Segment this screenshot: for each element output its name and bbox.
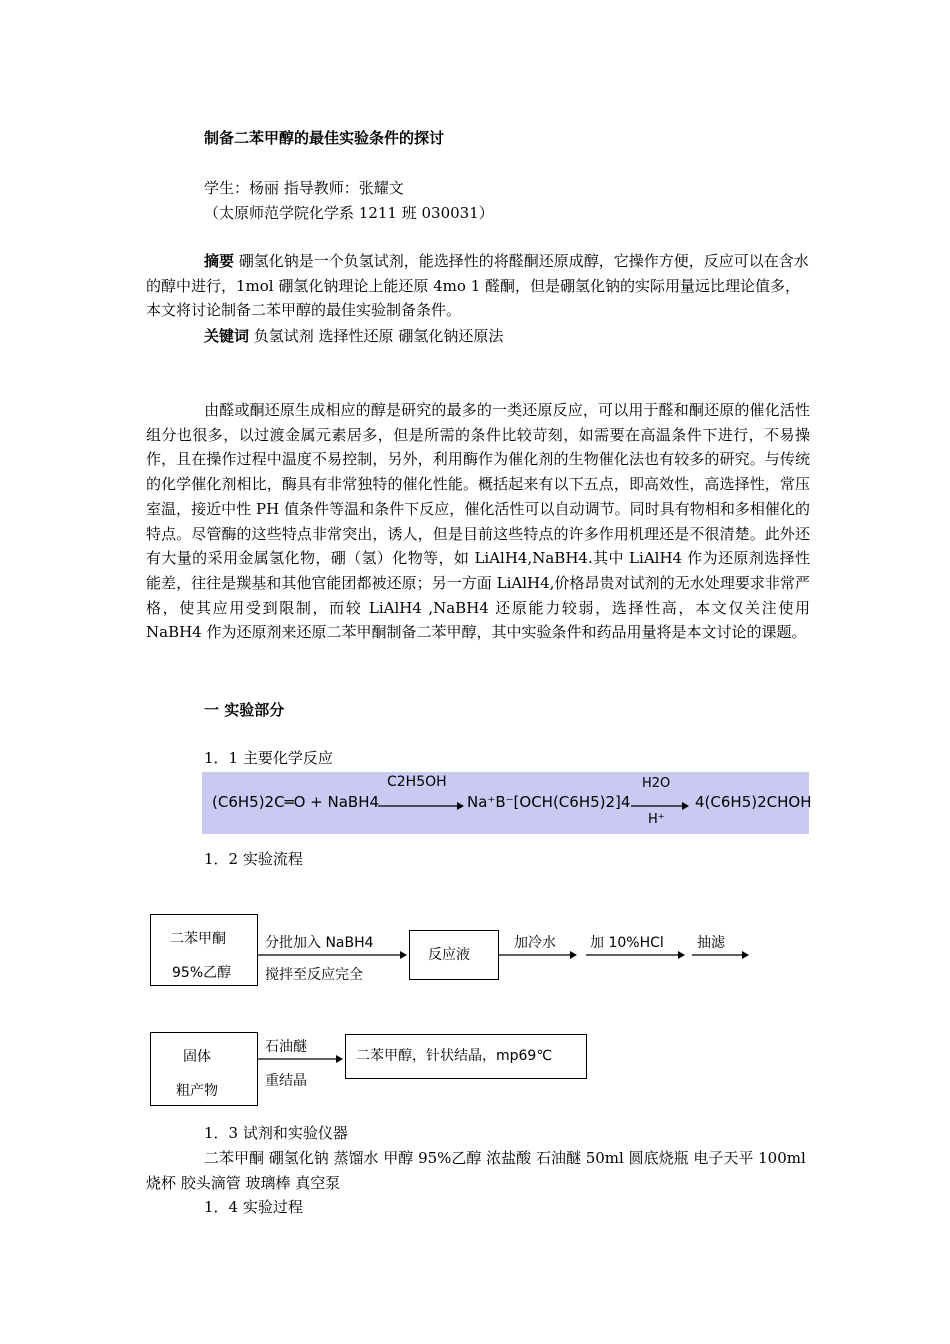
flow-box-crude-line1: 固体 bbox=[183, 1049, 211, 1065]
flow-step-1-top: 分批加入 NaBH4 bbox=[265, 935, 374, 951]
equation-rhs: 4(C6H5)2CHOH bbox=[695, 793, 812, 811]
intro-text: 由醛或酮还原生成相应的醇是研究的最多的一类还原反应，可以用于醛和酮还原的催化活性组分也很多，以过渡金属元素居多，但是所需的条件比较苛刻，如需要在高温条件下进行，不易操作，且在操作过程中温度不易控制，另外，利用酶作为催化剂的生物催化法也有较多的研究。与传统的化学催化剂相比，酶具有非常独特的催化性能。概括起来有以下五点，即高效性，高选择性，常压室温，接近中性 PH 值条件等温和条件下反应，催化活性可以自动调节。同时具有物相和多相催化的特点。尽管酶的这些特点非常突出，诱人，但是目前这些特点的许多作用机理还是不很清楚。此外还有大量的采用金属氢化物，硼（氢）化物等，如 LiAlH4,NaBH4.其中 LiAlH4 作为还原剂选择性能差，往往是羰基和其他官能团都被还原；另一方面 LiAlH4,价格昂贵对试剂的无水处理要求非常严格，使其应用受到限制，而较 LiAlH4 ,NaBH4 还原能力较弱，选择性高，本文仅关注使用 NaBH4 作为还原剂来还原二苯甲酮制备二苯甲醇，其中实验条件和药品用量将是本文讨论的课题。 bbox=[146, 401, 810, 642]
authors: 学生：杨丽 指导教师：张耀文 bbox=[204, 179, 404, 197]
keywords-text: 负氢试剂 选择性还原 硼氢化钠还原法 bbox=[249, 327, 504, 345]
flow-step-1-bottom: 搅拌至反应完全 bbox=[265, 967, 363, 983]
flow-box-reaction-label: 反应液 bbox=[428, 947, 470, 963]
flow-step-5-top: 石油醚 bbox=[265, 1039, 307, 1055]
equation-condition-2-bottom: H⁺ bbox=[648, 812, 665, 827]
subsection-1-1: 1．1 主要化学反应 bbox=[204, 749, 333, 767]
reagents-list bbox=[146, 1146, 810, 1195]
flow-step-4: 抽滤 bbox=[697, 935, 725, 951]
affiliation: （太原师范学院化学系 1211 班 030031） bbox=[204, 204, 494, 222]
flow-box-start-line1: 二苯甲酮 bbox=[170, 931, 226, 947]
equation-condition-2-top: H2O bbox=[642, 776, 671, 791]
subsection-1-3: 1．3 试剂和实验仪器 bbox=[204, 1124, 348, 1142]
flow-step-2: 加冷水 bbox=[514, 935, 556, 951]
flow-box-crude-line2: 粗产物 bbox=[176, 1083, 218, 1099]
flow-box-product-label: 二苯甲醇，针状结晶，mp69℃ bbox=[356, 1048, 553, 1064]
equation-lhs: (C6H5)2C═O + NaBH4 bbox=[212, 793, 380, 811]
subsection-1-4: 1．4 实验过程 bbox=[204, 1198, 303, 1216]
flow-step-5-bottom: 重结晶 bbox=[265, 1073, 307, 1089]
flow-box-start-line2: 95%乙醇 bbox=[172, 965, 232, 981]
abstract-label: 摘要 bbox=[204, 252, 235, 270]
keywords-label: 关键词 bbox=[204, 327, 250, 345]
reagents-text: 二苯甲酮 硼氢化钠 蒸馏水 甲醇 95%乙醇 浓盐酸 石油醚 50ml 圆底烧瓶 电子天平 100ml 烧杯 胶头滴管 玻璃棒 真空泵 bbox=[146, 1149, 806, 1192]
abstract-text: 硼氢化钠是一个负氢试剂，能选择性的将醛酮还原成醇，它操作方便，反应可以在含水的醇中进行，1mol 硼氢化钠理论上能还原 4mo 1 醛酮，但是硼氢化钠的实际用量远比理论值多，本文将讨论制备二苯甲醇的最佳实验制备条件。 bbox=[146, 252, 809, 320]
paper-title: 制备二苯甲醇的最佳实验条件的探讨 bbox=[204, 129, 445, 147]
equation-condition-1: C2H5OH bbox=[387, 774, 447, 790]
section-heading: 一 实验部分 bbox=[204, 701, 285, 719]
equation-intermediate: Na⁺B⁻[OCH(C6H5)2]4 bbox=[467, 793, 631, 811]
flow-step-3: 加 10%HCl bbox=[590, 935, 664, 951]
subsection-1-2: 1．2 实验流程 bbox=[204, 850, 303, 868]
